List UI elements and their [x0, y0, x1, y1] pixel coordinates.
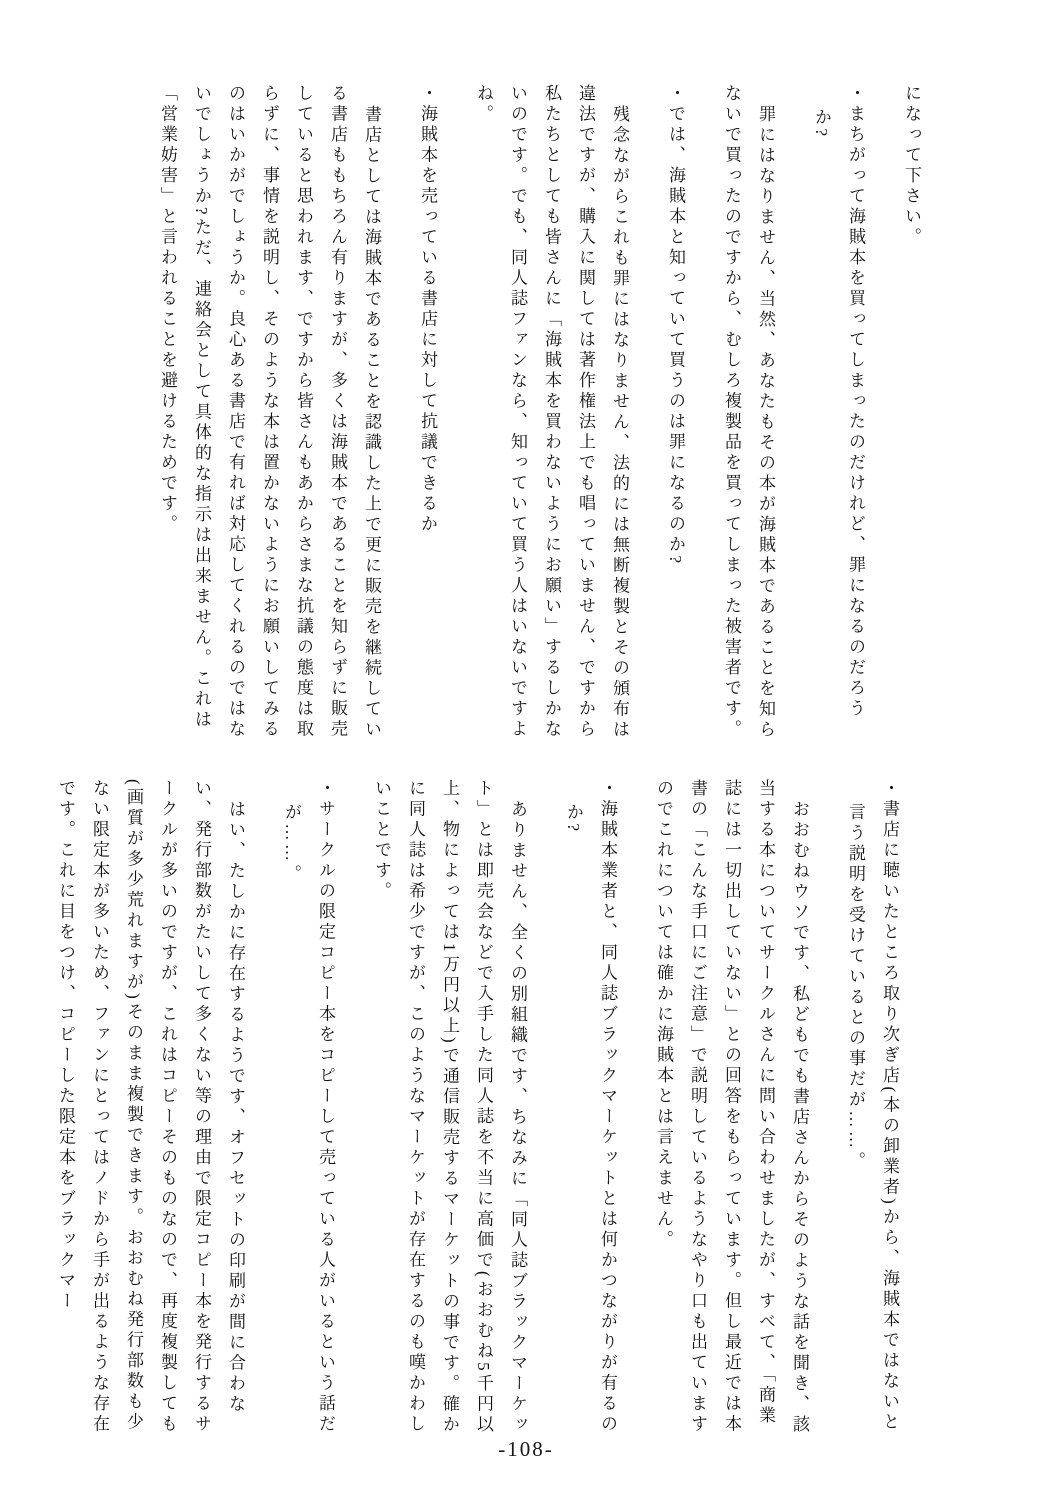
answer-paragraph: 残念ながらこれも罪にはなりません、法的には無断複製とその頒布は違法ですが、購入に関しては著作権法上でも唱っていません、ですから私たちとしても皆さんに「海賊本を買わないようにお願い」するしかないのです。でも、同人誌ファンなら、知っていて買う人はいないですよね。: [474, 84, 629, 741]
answer-paragraph: はい、たしかに存在するようです、オフセットの印刷が間に合わない、発行部数がたいして多くない等の理由で限定コピー本を発行するサークルが多いのですが、これはコピーそのものなので、再度複製しても(画質が多少荒れますが)そのまま複製できます。おおむね発行部数も少ない限定本が多いため、ファンにとってはノドから手が出るような存在です。これに目をつけ、コピーした限定本をブラックマー: [56, 779, 245, 1435]
page-number: -108-: [498, 1437, 554, 1461]
answer-paragraph: ありません、全くの別組織です、ちなみに「同人誌ブラックマーケット」とは即売会などで入手した同人誌を不当に高価で(おおむね5千円以上、物によっては1万円以上)で通信販売するマーケットの事です。確かに同人誌は希少ですが、このようなマーケットが存在するのも嘆かわしいことです。: [372, 779, 527, 1436]
qa-section-top: [78, 84, 928, 746]
continuation-paragraph: になって下さい。: [902, 84, 921, 248]
question-paragraph: ・海賊本を売っている書店に対して抗議できるか: [418, 84, 437, 535]
question-paragraph: ・海賊本業者と、同人誌ブラックマーケットとは何かつながりが有るのか?: [564, 779, 617, 1435]
question-paragraph: ・書店に聴いたところ取り次ぎ店(本の卸業者)から、海賊本ではないと言う説明を受けているとの事だが……。: [846, 779, 899, 1433]
qa-section-bottom: [58, 779, 906, 1441]
answer-paragraph: おおむねウソです、私どもでも書店さんからそのような話を聞き、該当する本についてサークルさんに問い合わせましたが、すべて、「商業誌には一切出していない」との回答をもらっています。但し最近では本書の「こんな手口にご注意」で説明しているようなやり口も出ていますのでこれについては確かに海賊本とは言えません。: [654, 779, 809, 1436]
question-paragraph: ・では、海賊本と知っていて買うのは罪になるのか?: [666, 84, 685, 567]
question-paragraph: ・サークルの限定コピー本をコピーして売っている人がいるという話だが……。: [282, 779, 335, 1435]
question-paragraph: ・まちがって海賊本を買ってしまったのだけれど、罪になるのだろうか?: [812, 84, 865, 720]
answer-paragraph: 書店としては海賊本であることを認識した上で更に販売を継続している書店ももちろん有りますが、多くは海賊本であることを知らずに販売していると思われます、ですから皆さんもあからさまな抗議の態度は取らずに、事情を説明し、そのような本は置かないようにお願いしてみるのはいかがでしょうか。良心ある書店で有れば対応してくれるのではないでしょうか?ただ、連絡会として具体的な指示は出来ません。これは「営業妨害」と言われることを避けるためです。: [158, 84, 381, 741]
answer-paragraph: 罪にはなりません、当然、あなたもその本が海賊本であることを知らないで買ったのですから、むしろ複製品を買ってしまった被害者です。: [722, 84, 775, 741]
